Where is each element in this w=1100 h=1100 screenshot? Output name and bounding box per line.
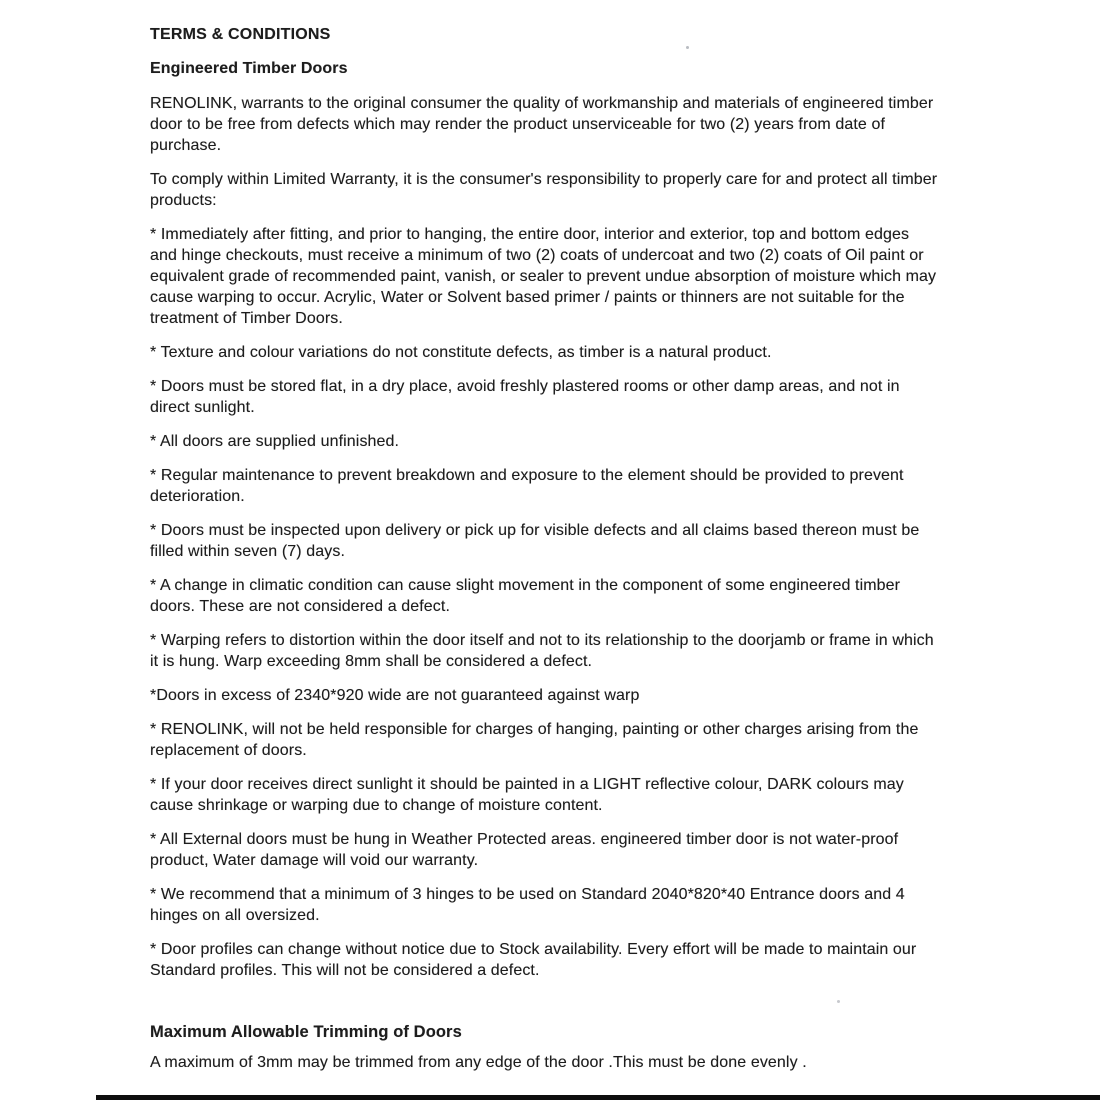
bullet-item: * Texture and colour variations do not constitute defects, as timber is a natural product. — [150, 344, 772, 361]
document-title: TERMS & CONDITIONS — [150, 26, 331, 43]
scan-edge-artifact-bar — [96, 1095, 1100, 1100]
bullet-item: * All External doors must be hung in Weather Protected areas. engineered timber door is not water-proof product, Water damage will void our warranty. — [150, 831, 899, 869]
scan-speck — [837, 1000, 840, 1003]
document-page — [150, 24, 940, 1073]
bullet-item: * A change in climatic condition can cause slight movement in the component of some engineered timber doors. These are not considered a defect. — [150, 577, 901, 615]
bullet-item: * Door profiles can change without notice due to Stock availability. Every effort will be made to maintain our Standard profiles. This will not be considered a defect. — [150, 941, 917, 979]
trimming-heading: Maximum Allowable Trimming of Doors — [150, 1023, 462, 1041]
bullet-item: * Warping refers to distortion within the door itself and not to its relationship to the doorjamb or frame in which it is hung. Warp exceeding 8mm shall be considered a defect. — [150, 632, 934, 670]
bullet-item: * If your door receives direct sunlight it should be painted in a LIGHT reflective colour, DARK colours may cause shrinkage or warping due to change of moisture content. — [150, 776, 904, 814]
trimming-text: A maximum of 3mm may be trimmed from any edge of the door .This must be done evenly . — [150, 1054, 807, 1071]
bullet-item: * All doors are supplied unfinished. — [150, 433, 400, 450]
bullet-item: * We recommend that a minimum of 3 hinges to be used on Standard 2040*820*40 Entrance doors and 4 hinges on all oversized. — [150, 886, 905, 924]
intro-paragraph-compliance: To comply within Limited Warranty, it is the consumer's responsibility to properly care for and protect all timber products: — [150, 171, 938, 209]
bullet-item: * RENOLINK, will not be held responsible for charges of hanging, painting or other charges arising from the replacement of doors. — [150, 721, 919, 759]
bullet-item: * Doors must be inspected upon delivery or pick up for visible defects and all claims based thereon must be filled within seven (7) days. — [150, 522, 920, 560]
bullet-item: * Regular maintenance to prevent breakdown and exposure to the element should be provided to prevent deterioration. — [150, 467, 904, 505]
bullet-item: *Doors in excess of 2340*920 wide are not guaranteed against warp — [150, 687, 640, 704]
bullet-item: * Immediately after fitting, and prior to hanging, the entire door, interior and exterior, top and bottom edges and hinge checkouts, must receive a minimum of two (2) coats of undercoat and two (2) coats of Oil paint or equivalent grade of recommended paint, vanish, or sealer to prevent undue absorption of moisture which may cause warping to occur. Acrylic, Water or Solvent based primer / paints or thinners are not suitable for the treatment of Timber Doors. — [150, 226, 937, 327]
scan-speck — [686, 46, 689, 49]
section-heading-engineered-timber-doors: Engineered Timber Doors — [150, 60, 348, 77]
bullet-item: * Doors must be stored flat, in a dry place, avoid freshly plastered rooms or other damp areas, and not in direct sunlight. — [150, 378, 900, 416]
intro-paragraph-warranty: RENOLINK, warrants to the original consumer the quality of workmanship and materials of engineered timber door to be free from defects which may render the product unserviceable for two (2) years from date of purchase. — [150, 95, 934, 154]
